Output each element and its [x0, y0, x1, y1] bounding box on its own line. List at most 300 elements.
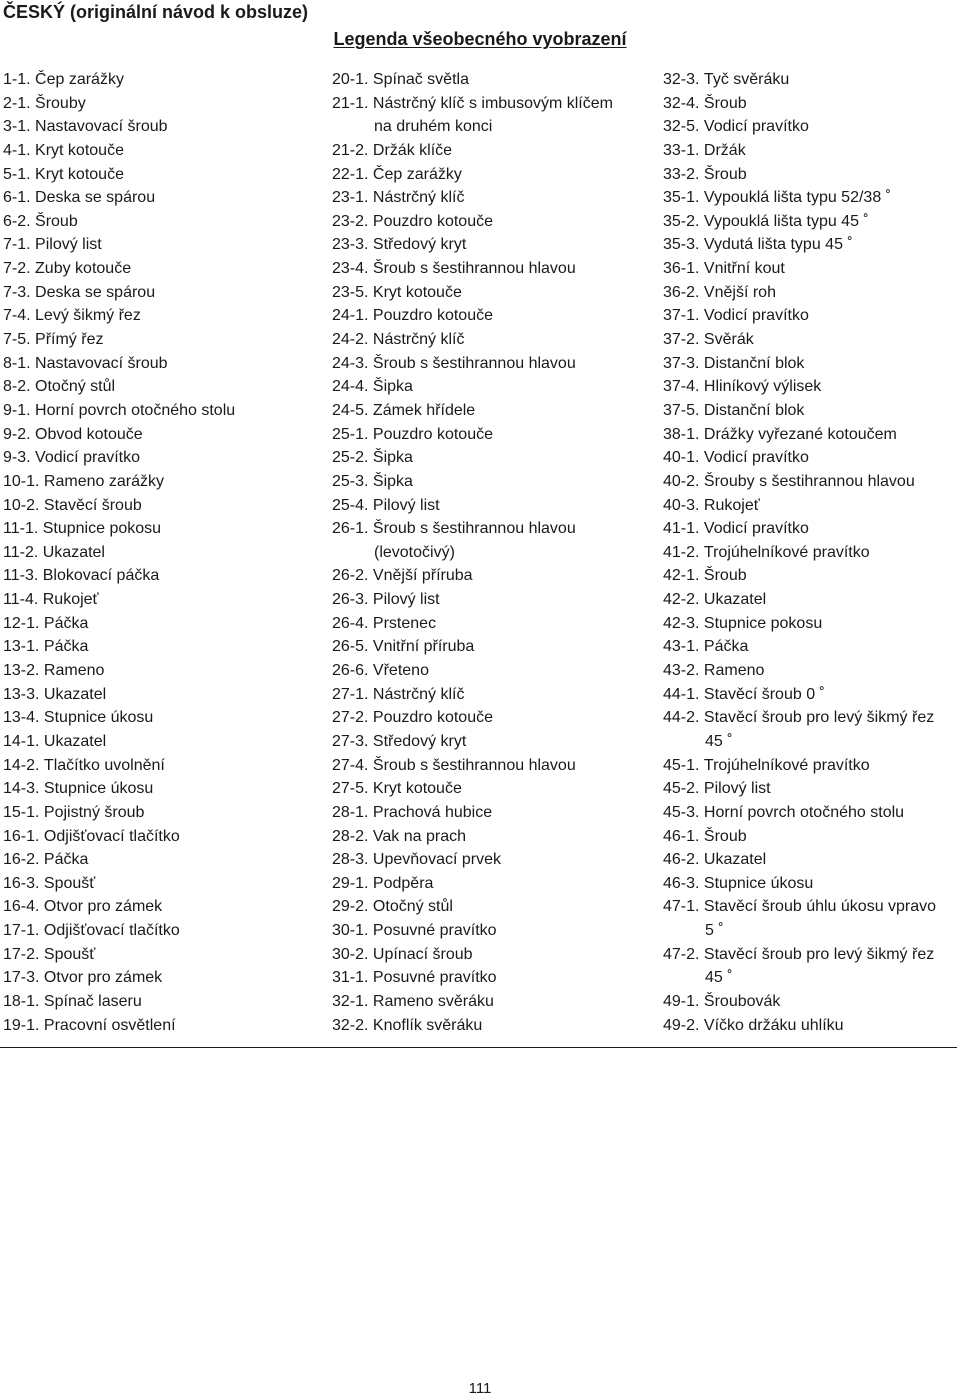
- legend-item: [3, 210, 323, 234]
- legend-item-text: Pouzdro kotouče: [372, 425, 493, 443]
- legend-item-number: 27-1.: [332, 685, 369, 703]
- legend-item-text: Stupnice pokosu: [42, 520, 162, 538]
- legend-item-number: 21-1.: [332, 94, 369, 112]
- legend-item: [3, 233, 323, 257]
- legend-item-text: Držák: [703, 141, 746, 159]
- legend-item: [3, 754, 323, 778]
- legend-item: [3, 872, 323, 896]
- legend-item: [3, 92, 323, 116]
- legend-item-number: 26-4.: [332, 614, 369, 632]
- legend-item-number: 37-4.: [663, 378, 700, 396]
- legend-item: [332, 139, 652, 163]
- legend-item-number: 23-2.: [332, 212, 369, 230]
- legend-item-number: 25-3.: [332, 472, 369, 490]
- legend-item-number: 45-2.: [663, 780, 700, 798]
- legend-item-text: Spoušť: [43, 874, 96, 892]
- legend-item-text: Nastavovací šroub: [35, 354, 168, 372]
- legend-item-text: Kryt kotouče: [372, 780, 462, 798]
- legend-item-text: Horní povrch otočného stolu: [703, 803, 905, 821]
- legend-item: [663, 635, 959, 659]
- legend-item-text: Šroubovák: [703, 992, 781, 1010]
- legend-item: [3, 517, 323, 541]
- legend-item: [3, 494, 323, 518]
- legend-item: [663, 612, 959, 636]
- legend-item: [332, 517, 652, 541]
- legend-item: [663, 423, 959, 447]
- legend-item-text: Víčko držáku uhlíku: [703, 1016, 844, 1034]
- legend-item-number: 40-3.: [663, 496, 700, 514]
- legend-item-number: 38-1.: [663, 425, 700, 443]
- legend-item-number: 35-3.: [663, 236, 700, 254]
- legend-item: [3, 966, 323, 990]
- legend-item: [332, 635, 652, 659]
- legend-item: [332, 92, 652, 116]
- legend-item-text: Šroub s šestihrannou hlavou: [372, 260, 576, 278]
- legend-item: [332, 825, 652, 849]
- legend-item-number: 33-1.: [663, 141, 700, 159]
- legend-column-2: [332, 68, 652, 1037]
- legend-item-text: Nástrčný klíč: [372, 685, 465, 703]
- legend-item-text: Spínač světla: [372, 71, 469, 88]
- legend-column-3: [663, 68, 959, 1037]
- legend-item-text: Šroub s šestihrannou hlavou: [372, 756, 576, 774]
- legend-item: [663, 943, 959, 967]
- legend-item-number: 46-2.: [663, 851, 700, 869]
- legend-item: [663, 470, 959, 494]
- legend-item-text: Vypouklá lišta typu 45 ˚: [703, 212, 869, 230]
- legend-item-number: 11-4.: [3, 591, 39, 609]
- legend-item-number: 44-2.: [663, 709, 700, 727]
- legend-item-text: Vodicí pravítko: [703, 307, 809, 325]
- legend-item-text: Stavěcí šroub pro levý šikmý řez: [703, 709, 935, 727]
- legend-item: [332, 1014, 652, 1038]
- legend-item-number: 7-1.: [3, 236, 31, 254]
- legend-item-text: Vodicí pravítko: [35, 449, 140, 467]
- legend-item-text: (levotočivý): [374, 543, 455, 561]
- legend-item: [332, 375, 652, 399]
- legend-item-number: 1-1.: [3, 71, 31, 88]
- legend-item: [332, 352, 652, 376]
- legend-item: [332, 423, 652, 447]
- legend-item-text: Vnější příruba: [372, 567, 473, 585]
- legend-item-number: 20-1.: [332, 71, 369, 88]
- legend-item-text: Ukazatel: [703, 591, 767, 609]
- legend-item-number: 21-2.: [332, 141, 369, 159]
- legend-item-text: Nástrčný klíč: [372, 189, 465, 207]
- legend-item-number: 27-2.: [332, 709, 369, 727]
- legend-item-text: Šrouby s šestihrannou hlavou: [703, 472, 915, 490]
- legend-item: [663, 328, 959, 352]
- legend-item-text: Nástrčný klíč: [372, 331, 465, 349]
- legend-item-text: 45 ˚: [705, 969, 733, 987]
- legend-item-number: 24-3.: [332, 354, 369, 372]
- legend-item-number: 27-3.: [332, 732, 369, 750]
- legend-item: [3, 281, 323, 305]
- legend-item-number: 16-1.: [3, 827, 40, 845]
- legend-item-number: 23-1.: [332, 189, 369, 207]
- legend-item: [663, 281, 959, 305]
- legend-item-text: Vodicí pravítko: [703, 118, 809, 136]
- legend-item-text: Rameno: [43, 662, 105, 680]
- legend-item-number: 26-6.: [332, 662, 369, 680]
- legend-item-text: Pracovní osvětlení: [43, 1016, 176, 1034]
- legend-item-text: Odjišťovací tlačítko: [43, 827, 180, 845]
- legend-item-number: 9-1.: [3, 401, 31, 419]
- legend-item-text: Čep zarážky: [372, 165, 462, 183]
- legend-item-text: Ukazatel: [43, 685, 107, 703]
- legend-item: [3, 423, 323, 447]
- legend-column-1: [3, 68, 323, 1037]
- legend-item-text: Vnitřní příruba: [372, 638, 475, 656]
- legend-item: [3, 777, 323, 801]
- legend-item-number: 47-1.: [663, 898, 700, 916]
- legend-item: [663, 517, 959, 541]
- legend-item-number: 43-1.: [663, 638, 700, 656]
- legend-item: [3, 68, 323, 92]
- legend-item-number: 35-2.: [663, 212, 700, 230]
- legend-item: [3, 635, 323, 659]
- legend-item-number: 27-5.: [332, 780, 369, 798]
- legend-item: [3, 825, 323, 849]
- legend-item-text: Páčka: [703, 638, 749, 656]
- legend-item: [3, 470, 323, 494]
- legend-item-text: Páčka: [43, 638, 89, 656]
- legend-item: [3, 446, 323, 470]
- legend-item-number: 28-1.: [332, 803, 369, 821]
- legend-item-text: Posuvné pravítko: [372, 922, 497, 940]
- legend-item-text: Středový kryt: [372, 732, 467, 750]
- legend-item: [3, 848, 323, 872]
- legend-item-number: 46-3.: [663, 874, 700, 892]
- legend-item-text: Držák klíče: [372, 141, 453, 159]
- legend-item-number: 37-1.: [663, 307, 700, 325]
- legend-item-text: Přímý řez: [35, 331, 104, 349]
- legend-item: [332, 446, 652, 470]
- legend-item-text: Prstenec: [372, 614, 437, 632]
- legend-title: [0, 29, 960, 50]
- legend-item: [663, 706, 959, 730]
- legend-item: [663, 186, 959, 210]
- legend-item-number: 47-2.: [663, 945, 700, 963]
- legend-item: [3, 943, 323, 967]
- legend-item-number: 42-2.: [663, 591, 700, 609]
- legend-item: [332, 895, 652, 919]
- legend-item: [663, 683, 959, 707]
- legend-item-number: 40-2.: [663, 472, 700, 490]
- legend-item-text: Kryt kotouče: [372, 283, 462, 301]
- legend-item-number: 24-1.: [332, 307, 369, 325]
- legend-title-text: Legenda všeobecného vyobrazení: [333, 29, 627, 49]
- legend-item: [3, 115, 323, 139]
- legend-item: [663, 990, 959, 1014]
- legend-item-text: Vnitřní kout: [703, 260, 785, 278]
- legend-item: [332, 706, 652, 730]
- legend-item-number: 29-1.: [332, 874, 369, 892]
- legend-item-number: 18-1.: [3, 992, 40, 1010]
- legend-item-number: 43-2.: [663, 662, 700, 680]
- legend-item-number: 24-5.: [332, 401, 369, 419]
- legend-item-text: Pouzdro kotouče: [372, 212, 493, 230]
- legend-item: [3, 375, 323, 399]
- legend-item-text: Stupnice úkosu: [43, 709, 154, 727]
- legend-item-text: Deska se spárou: [35, 283, 156, 301]
- legend-item-number: 32-3.: [663, 71, 700, 88]
- legend-item: [332, 990, 652, 1014]
- legend-item-text: Prachová hubice: [372, 803, 493, 821]
- legend-item-text: Zuby kotouče: [35, 260, 132, 278]
- document-header: ČESKÝ (originální návod k obsluze): [3, 2, 309, 22]
- legend-item-text: Šroub: [703, 94, 747, 112]
- legend-item-number: 32-5.: [663, 118, 700, 136]
- legend-item-number: 29-2.: [332, 898, 369, 916]
- legend-item: [332, 943, 652, 967]
- legend-item-text: Deska se spárou: [35, 189, 156, 207]
- legend-item-text: Otočný stůl: [35, 378, 116, 396]
- legend-item-number: 25-4.: [332, 496, 369, 514]
- legend-item-text: Vodicí pravítko: [703, 449, 809, 467]
- legend-item-text: Šipka: [372, 472, 413, 490]
- legend-item-number: 44-1.: [663, 685, 700, 703]
- legend-item-number: 16-3.: [3, 874, 40, 892]
- legend-item-number: 17-2.: [3, 945, 40, 963]
- legend-item: [3, 352, 323, 376]
- legend-item-number: 37-5.: [663, 401, 700, 419]
- legend-item-number: 14-1.: [3, 732, 40, 750]
- legend-item-text: Středový kryt: [372, 236, 467, 254]
- legend-item: [3, 541, 323, 565]
- legend-item-number: 17-1.: [3, 922, 40, 940]
- legend-item-number: 25-2.: [332, 449, 369, 467]
- legend-item-text: Pojistný šroub: [43, 803, 145, 821]
- legend-item-number: 19-1.: [3, 1016, 40, 1034]
- legend-item-text: Trojúhelníkové pravítko: [703, 756, 870, 774]
- legend-item-text: Rukojeť: [42, 591, 99, 609]
- legend-item-number: 2-1.: [3, 94, 31, 112]
- legend-item-text: Pilový list: [372, 496, 440, 514]
- legend-item: [663, 304, 959, 328]
- legend-item-text: Stavěcí šroub 0 ˚: [703, 685, 825, 703]
- legend-item-text: Šroub: [703, 827, 747, 845]
- legend-item: [3, 683, 323, 707]
- legend-item-number: 37-2.: [663, 331, 700, 349]
- legend-item: [3, 139, 323, 163]
- legend-item-text: Čep zarážky: [35, 71, 124, 88]
- legend-item-text: Rukojeť: [703, 496, 760, 514]
- legend-item-number: 42-3.: [663, 614, 700, 632]
- legend-item-number: 26-2.: [332, 567, 369, 585]
- legend-item-number: 11-3.: [3, 567, 39, 585]
- legend-item-text: Pilový list: [372, 591, 440, 609]
- legend-item: [663, 163, 959, 187]
- legend-item-number: 26-1.: [332, 520, 369, 538]
- legend-item-number: 40-1.: [663, 449, 700, 467]
- legend-item-text: Ukazatel: [42, 543, 105, 561]
- legend-item-number: 28-3.: [332, 851, 369, 869]
- legend-item-number: 9-2.: [3, 425, 31, 443]
- legend-item-number: 17-3.: [3, 969, 40, 987]
- legend-item-text: Upevňovací prvek: [372, 851, 501, 869]
- legend-item-number: 7-3.: [3, 283, 31, 301]
- legend-item-text: Stavěcí šroub: [43, 496, 142, 514]
- legend-item-number: 26-5.: [332, 638, 369, 656]
- legend-item-text: Distanční blok: [703, 401, 805, 419]
- legend-item-text: Stupnice úkosu: [703, 874, 814, 892]
- legend-item-number: 42-1.: [663, 567, 700, 585]
- legend-item: [332, 115, 652, 139]
- legend-item-text: Šroub: [703, 165, 747, 183]
- legend-item: [663, 801, 959, 825]
- legend-item: [332, 801, 652, 825]
- legend-item-text: Trojúhelníkové pravítko: [703, 543, 870, 561]
- legend-item-text: Šipka: [372, 449, 413, 467]
- legend-item: [3, 564, 323, 588]
- legend-item-number: 11-2.: [3, 543, 39, 561]
- legend-item-text: Otočný stůl: [372, 898, 453, 916]
- legend-item-number: 32-1.: [332, 992, 369, 1010]
- legend-item: [663, 139, 959, 163]
- legend-item: [332, 304, 652, 328]
- legend-item: [3, 730, 323, 754]
- legend-item-number: 6-2.: [3, 212, 31, 230]
- legend-item-number: 30-1.: [332, 922, 369, 940]
- legend-item-text: Šrouby: [35, 94, 86, 112]
- legend-item-number: 8-2.: [3, 378, 31, 396]
- legend-item-text: Kryt kotouče: [35, 165, 124, 183]
- legend-item: [332, 281, 652, 305]
- legend-item: [663, 541, 959, 565]
- legend-item: [3, 895, 323, 919]
- legend-item: [3, 1014, 323, 1038]
- legend-item-text: Vnější roh: [703, 283, 776, 301]
- legend-item-number: 23-4.: [332, 260, 369, 278]
- legend-item-text: Šroub: [703, 567, 747, 585]
- legend-item-number: 41-1.: [663, 520, 700, 538]
- legend-item: [663, 210, 959, 234]
- legend-item-text: Rameno zarážky: [43, 472, 164, 490]
- legend-item-number: 46-1.: [663, 827, 700, 845]
- legend-item-number: 10-2.: [3, 496, 40, 514]
- legend-item-text: 45 ˚: [705, 732, 733, 750]
- legend-item-number: 4-1.: [3, 141, 31, 159]
- legend-item-number: 32-4.: [663, 94, 700, 112]
- legend-item: [332, 730, 652, 754]
- legend-item-text: Šroub s šestihrannou hlavou: [372, 520, 576, 538]
- legend-item: [332, 564, 652, 588]
- legend-item-text: Pilový list: [35, 236, 102, 254]
- legend-item: [3, 163, 323, 187]
- legend-item-number: 5-1.: [3, 165, 31, 183]
- legend-item-number: 24-2.: [332, 331, 369, 349]
- legend-item: [332, 872, 652, 896]
- legend-item-number: 22-1.: [332, 165, 369, 183]
- legend-item-text: Otvor pro zámek: [43, 969, 163, 987]
- legend-item: [332, 494, 652, 518]
- legend-item: [663, 68, 959, 92]
- legend-item: [3, 801, 323, 825]
- legend-item-number: 36-1.: [663, 260, 700, 278]
- legend-item: [663, 777, 959, 801]
- legend-item: [332, 233, 652, 257]
- legend-item-text: Stupnice úkosu: [43, 780, 154, 798]
- legend-item: [332, 777, 652, 801]
- legend-item-text: Vak na prach: [372, 827, 467, 845]
- legend-item-text: Obvod kotouče: [35, 425, 143, 443]
- legend-item: [663, 352, 959, 376]
- legend-item-number: 11-1.: [3, 520, 39, 538]
- bottom-rule: [0, 1047, 957, 1048]
- legend-item-text: Ukazatel: [43, 732, 107, 750]
- legend-item-number: 32-2.: [332, 1016, 369, 1034]
- legend-item: [332, 683, 652, 707]
- legend-item: [663, 966, 959, 990]
- legend-item: [332, 966, 652, 990]
- legend-item: [332, 470, 652, 494]
- legend-item-text: Kryt kotouče: [35, 141, 124, 159]
- legend-item: [663, 659, 959, 683]
- legend-item-number: 13-3.: [3, 685, 40, 703]
- legend-item: [663, 375, 959, 399]
- legend-item-number: 25-1.: [332, 425, 369, 443]
- legend-item: [3, 399, 323, 423]
- legend-item: [663, 588, 959, 612]
- legend-item-text: Tlačítko uvolnění: [43, 756, 165, 774]
- legend-item-text: 5 ˚: [705, 922, 724, 940]
- legend-item-text: Šipka: [372, 378, 413, 396]
- legend-item-number: 14-3.: [3, 780, 40, 798]
- legend-item-text: Stupnice pokosu: [703, 614, 823, 632]
- legend-item: [663, 399, 959, 423]
- legend-item-number: 6-1.: [3, 189, 31, 207]
- legend-item-text: Vypouklá lišta typu 52/38 ˚: [703, 189, 891, 207]
- legend-item-text: Levý šikmý řez: [35, 307, 141, 325]
- legend-item-text: Pilový list: [703, 780, 771, 798]
- legend-item-number: 45-3.: [663, 803, 700, 821]
- legend-item-text: Stavěcí šroub pro levý šikmý řez: [703, 945, 935, 963]
- legend-item-text: Šroub: [35, 212, 78, 230]
- legend-item: [332, 541, 652, 565]
- legend-item-number: 35-1.: [663, 189, 700, 207]
- legend-item-number: 8-1.: [3, 354, 31, 372]
- legend-item: [663, 754, 959, 778]
- legend-item-text: Zámek hřídele: [372, 401, 476, 419]
- legend-item: [3, 990, 323, 1014]
- legend-item: [3, 328, 323, 352]
- legend-item-text: Podpěra: [372, 874, 434, 892]
- legend-item: [663, 494, 959, 518]
- legend-item-text: Blokovací páčka: [42, 567, 160, 585]
- legend-item-number: 45-1.: [663, 756, 700, 774]
- legend-item-text: Knoflík svěráku: [372, 1016, 483, 1034]
- legend-item: [332, 659, 652, 683]
- legend-item-number: 16-4.: [3, 898, 40, 916]
- legend-item-number: 14-2.: [3, 756, 40, 774]
- legend-item-number: 37-3.: [663, 354, 700, 372]
- legend-item-text: Distanční blok: [703, 354, 805, 372]
- legend-item-text: Rameno: [703, 662, 765, 680]
- legend-item-number: 15-1.: [3, 803, 40, 821]
- legend-item-text: Vodicí pravítko: [703, 520, 809, 538]
- legend-item: [332, 919, 652, 943]
- legend-item: [663, 848, 959, 872]
- legend-item-number: 36-2.: [663, 283, 700, 301]
- legend-item-number: 7-2.: [3, 260, 31, 278]
- legend-item: [332, 754, 652, 778]
- legend-item: [332, 186, 652, 210]
- legend-item: [3, 919, 323, 943]
- page-number: 111: [468, 1380, 492, 1397]
- legend-item: [332, 257, 652, 281]
- legend-item-number: 12-1.: [3, 614, 40, 632]
